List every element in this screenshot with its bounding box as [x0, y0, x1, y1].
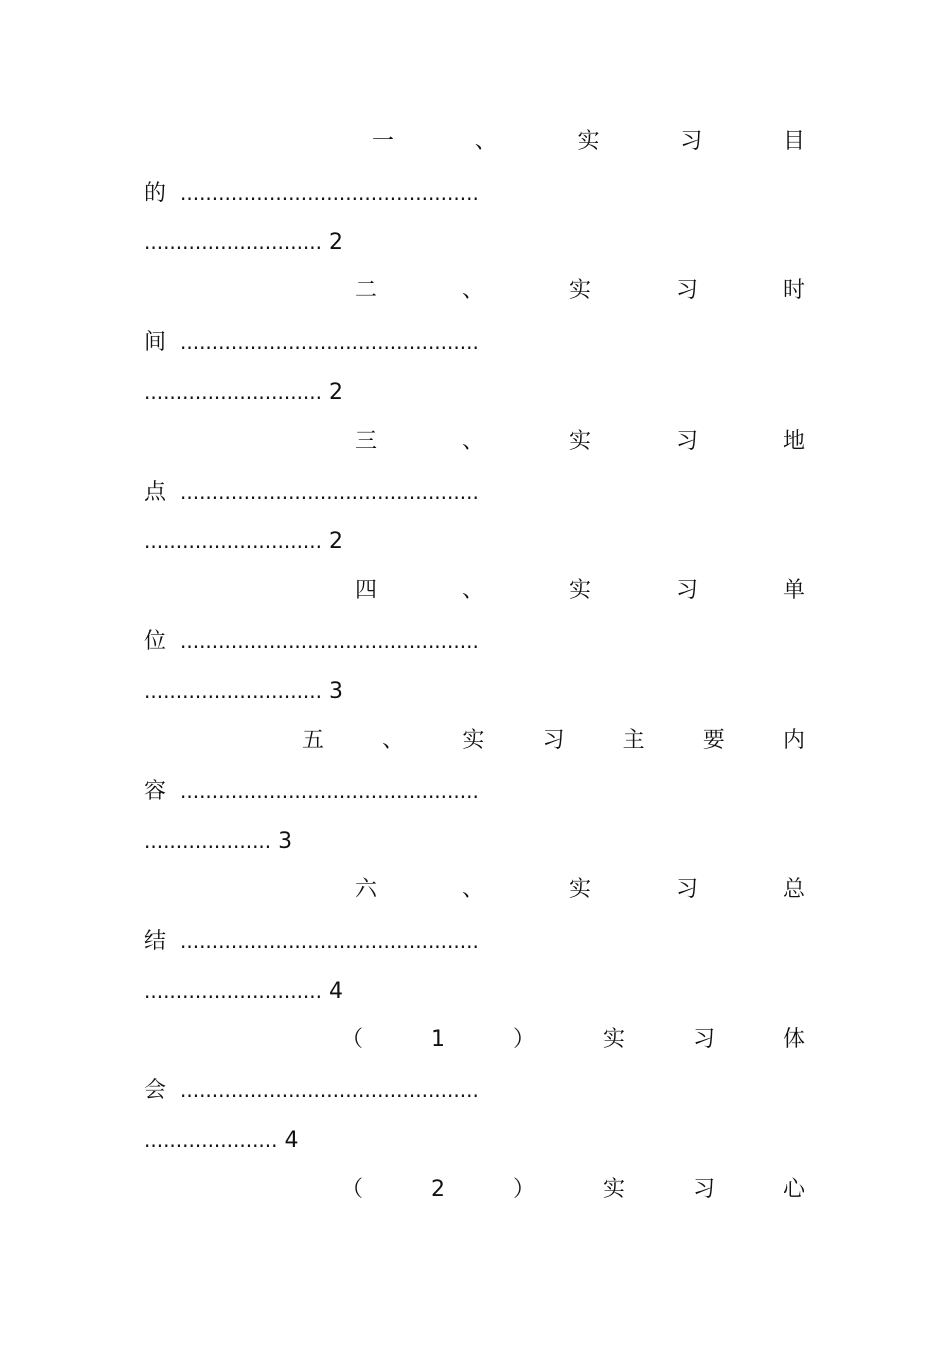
heading-char: 1 — [431, 1027, 445, 1052]
heading-char: 习 — [542, 728, 565, 753]
heading-char: 习 — [675, 578, 698, 603]
heading-char: 五 — [302, 728, 325, 753]
heading-char: 2 — [431, 1177, 445, 1202]
heading-char: 主 — [622, 728, 645, 753]
leader-dots: ............................ — [144, 529, 323, 553]
heading-char: 实 — [568, 429, 591, 454]
heading-char: 单 — [782, 578, 805, 603]
toc-page-line-6 — [144, 976, 343, 1006]
leader-dots: ............................................... — [180, 779, 479, 803]
continuation-char: 会 — [144, 1078, 167, 1103]
heading-char: 实 — [462, 728, 485, 753]
heading-char: 六 — [355, 877, 378, 902]
continuation-char: 的 — [144, 181, 167, 206]
heading-char: 地 — [782, 429, 805, 454]
toc-heading-4 — [355, 576, 805, 606]
toc-heading-2 — [355, 276, 805, 306]
leader-dots: ............................................... — [180, 929, 479, 953]
page-number: 2 — [329, 380, 344, 405]
heading-char: 、 — [474, 129, 497, 154]
heading-char: 、 — [382, 728, 405, 753]
toc-continuation-6 — [144, 926, 479, 956]
toc-heading-7 — [341, 1025, 805, 1055]
toc-continuation-1 — [144, 178, 479, 208]
leader-dots: ............................ — [144, 230, 323, 254]
heading-char: 要 — [702, 728, 725, 753]
toc-page-line-4 — [144, 676, 343, 706]
heading-char: 习 — [675, 278, 698, 303]
heading-char: 目 — [782, 129, 805, 154]
leader-dots: ............................ — [144, 679, 323, 703]
heading-char: ） — [512, 1027, 535, 1052]
page-number: 3 — [329, 679, 344, 704]
leader-dots: ............................ — [144, 380, 323, 404]
heading-char: 心 — [782, 1177, 805, 1202]
page-number: 2 — [329, 529, 344, 554]
page-number: 2 — [329, 230, 344, 255]
toc-heading-3 — [355, 427, 805, 457]
heading-char: （ — [341, 1177, 364, 1202]
leader-dots: ............................................... — [180, 629, 479, 653]
toc-page-line-7 — [144, 1125, 299, 1155]
heading-char: 习 — [680, 129, 703, 154]
heading-char: 实 — [602, 1027, 625, 1052]
toc-heading-5 — [302, 726, 805, 756]
heading-char: 二 — [355, 278, 378, 303]
leader-dots: ............................................... — [180, 181, 479, 205]
continuation-char: 结 — [144, 929, 167, 954]
heading-char: （ — [341, 1027, 364, 1052]
leader-dots: ............................................... — [180, 1078, 479, 1102]
page-number: 3 — [278, 829, 293, 854]
heading-char: ） — [512, 1177, 535, 1202]
heading-char: 、 — [461, 278, 484, 303]
toc-page-line-3 — [144, 526, 343, 556]
leader-dots: ............................................... — [180, 480, 479, 504]
heading-char: 习 — [675, 877, 698, 902]
heading-char: 实 — [577, 129, 600, 154]
heading-char: 时 — [782, 278, 805, 303]
heading-char: 实 — [568, 578, 591, 603]
toc-page-line-2 — [144, 377, 343, 407]
heading-char: 习 — [692, 1177, 715, 1202]
heading-char: 、 — [461, 429, 484, 454]
toc-continuation-4 — [144, 626, 479, 656]
leader-dots: ............................................... — [180, 330, 479, 354]
heading-char: 习 — [675, 429, 698, 454]
page-number: 4 — [284, 1128, 299, 1153]
heading-char: 习 — [692, 1027, 715, 1052]
heading-char: 一 — [372, 129, 395, 154]
heading-char: 、 — [461, 578, 484, 603]
heading-char: 四 — [355, 578, 378, 603]
heading-char: 三 — [355, 429, 378, 454]
continuation-char: 点 — [144, 480, 167, 505]
toc-page-line-5 — [144, 826, 292, 856]
toc-continuation-2 — [144, 327, 479, 357]
toc-heading-1 — [372, 127, 805, 157]
page-number: 4 — [329, 979, 344, 1004]
toc-continuation-3 — [144, 477, 479, 507]
toc-heading-8 — [341, 1175, 805, 1205]
toc-heading-6 — [355, 875, 805, 905]
toc-continuation-5 — [144, 776, 479, 806]
toc-page-line-1 — [144, 227, 343, 257]
heading-char: 实 — [568, 877, 591, 902]
continuation-char: 间 — [144, 330, 167, 355]
heading-char: 实 — [568, 278, 591, 303]
heading-char: 实 — [602, 1177, 625, 1202]
heading-char: 体 — [782, 1027, 805, 1052]
heading-char: 、 — [461, 877, 484, 902]
toc-continuation-7 — [144, 1075, 479, 1105]
heading-char: 总 — [782, 877, 805, 902]
continuation-char: 位 — [144, 629, 167, 654]
leader-dots: ............................ — [144, 979, 323, 1003]
continuation-char: 容 — [144, 779, 167, 804]
heading-char: 内 — [782, 728, 805, 753]
leader-dots: .................... — [144, 829, 272, 853]
leader-dots: ..................... — [144, 1128, 278, 1152]
